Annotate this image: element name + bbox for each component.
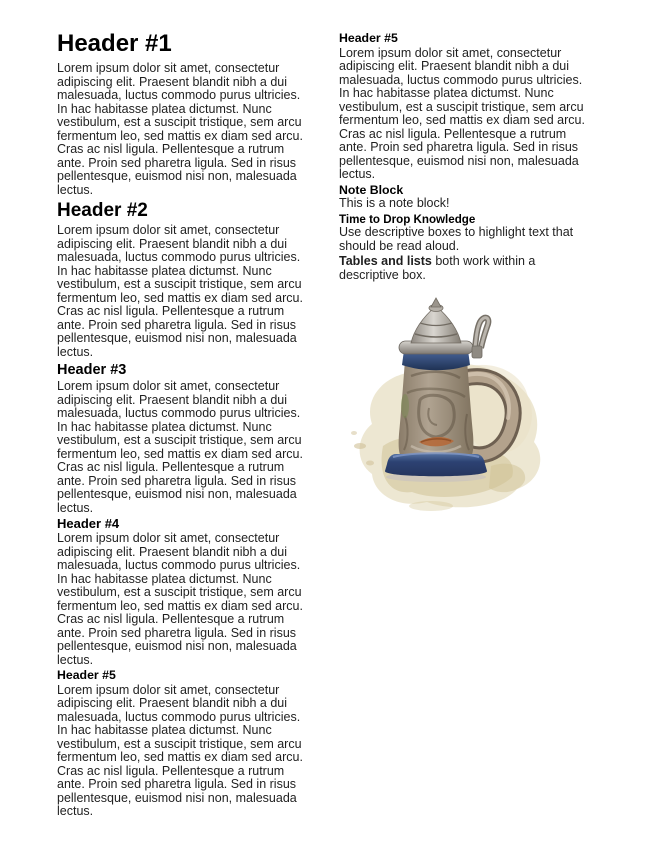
knowledge-block-title: Time to Drop Knowledge bbox=[339, 212, 476, 226]
section-heading-3: Header #3 bbox=[57, 362, 127, 378]
section-paragraph-2: Lorem ipsum dolor sit amet, consectetur adipiscing elit. Praesent blandit nibh a dui malesuada, luctus commodo purus ultricies. In hac habitasse platea dictumst. Nunc vestibulum, est a suscipit tristique, sem arcu fermentum leo, sed mattis ex diam sed arcu. Cras ac nisl ligula. Pellentesque a rutrum ante. Proin sed pharetra ligula. Sed in risus pellentesque, euismod nisi non, malesuada lectus. bbox=[57, 223, 303, 359]
section-heading-5: Header #5 bbox=[57, 668, 116, 682]
tables-and-lists-emphasis: Tables and lists bbox=[339, 254, 432, 268]
section-heading-2: Header #2 bbox=[57, 200, 148, 221]
section-paragraph-1: Lorem ipsum dolor sit amet, consectetur adipiscing elit. Praesent blandit nibh a dui malesuada, luctus commodo purus ultricies. In hac habitasse platea dictumst. Nunc vestibulum, est a suscipit tristique, sem arcu fermentum leo, sed mattis ex diam sed arcu. Cras ac nisl ligula. Pellentesque a rutrum ante. Proin sed pharetra ligula. Sed in risus pellentesque, euismod nisi non, malesuada lectus. bbox=[57, 61, 303, 197]
section-paragraph-4: Lorem ipsum dolor sit amet, consectetur adipiscing elit. Praesent blandit nibh a dui malesuada, luctus commodo purus ultricies. In hac habitasse platea dictumst. Nunc vestibulum, est a suscipit tristique, sem arcu fermentum leo, sed mattis ex diam sed arcu. Cras ac nisl ligula. Pellentesque a rutrum ante. Proin sed pharetra ligula. Sed in risus pellentesque, euismod nisi non, malesuada lectus. bbox=[57, 531, 303, 667]
stein-base bbox=[385, 453, 487, 482]
left-column bbox=[57, 30, 313, 821]
stein-body bbox=[399, 360, 474, 458]
right-column bbox=[339, 30, 595, 821]
stein-thumblift bbox=[472, 318, 488, 358]
beer-stein-illustration bbox=[341, 296, 573, 518]
section-paragraph-5-continued: Lorem ipsum dolor sit amet, consectetur adipiscing elit. Praesent blandit nibh a dui malesuada, luctus commodo purus ultricies. In hac habitasse platea dictumst. Nunc vestibulum, est a suscipit tristique, sem arcu fermentum leo, sed mattis ex diam sed arcu. Cras ac nisl ligula. Pellentesque a rutrum ante. Proin sed pharetra ligula. Sed in risus pellentesque, euismod nisi non, malesuada lectus. bbox=[339, 45, 585, 181]
stein-lid bbox=[399, 298, 473, 354]
section-paragraph-3: Lorem ipsum dolor sit amet, consectetur adipiscing elit. Praesent blandit nibh a dui malesuada, luctus commodo purus ultricies. In hac habitasse platea dictumst. Nunc vestibulum, est a suscipit tristique, sem arcu fermentum leo, sed mattis ex diam sed arcu. Cras ac nisl ligula. Pellentesque a rutrum ante. Proin sed pharetra ligula. Sed in risus pellentesque, euismod nisi non, malesuada lectus. bbox=[57, 379, 303, 515]
tables-and-lists-rest: both work within a descriptive box. bbox=[339, 254, 536, 282]
note-block-title: Note Block bbox=[339, 182, 404, 197]
section-paragraph-5: Lorem ipsum dolor sit amet, consectetur adipiscing elit. Praesent blandit nibh a dui malesuada, luctus commodo purus ultricies. In hac habitasse platea dictumst. Nunc vestibulum, est a suscipit tristique, sem arcu fermentum leo, sed mattis ex diam sed arcu. Cras ac nisl ligula. Pellentesque a rutrum ante. Proin sed pharetra ligula. Sed in risus pellentesque, euismod nisi non, malesuada lectus. bbox=[57, 682, 303, 818]
section-heading-5-continued: Header #5 bbox=[339, 31, 398, 45]
knowledge-block-body: Use descriptive boxes to highlight text that should be read aloud. bbox=[339, 225, 574, 253]
section-heading-1: Header #1 bbox=[57, 30, 172, 57]
section-heading-4: Header #4 bbox=[57, 516, 120, 531]
knowledge-block-tables-line bbox=[339, 255, 595, 282]
note-block-body: This is a note block! bbox=[339, 196, 450, 210]
